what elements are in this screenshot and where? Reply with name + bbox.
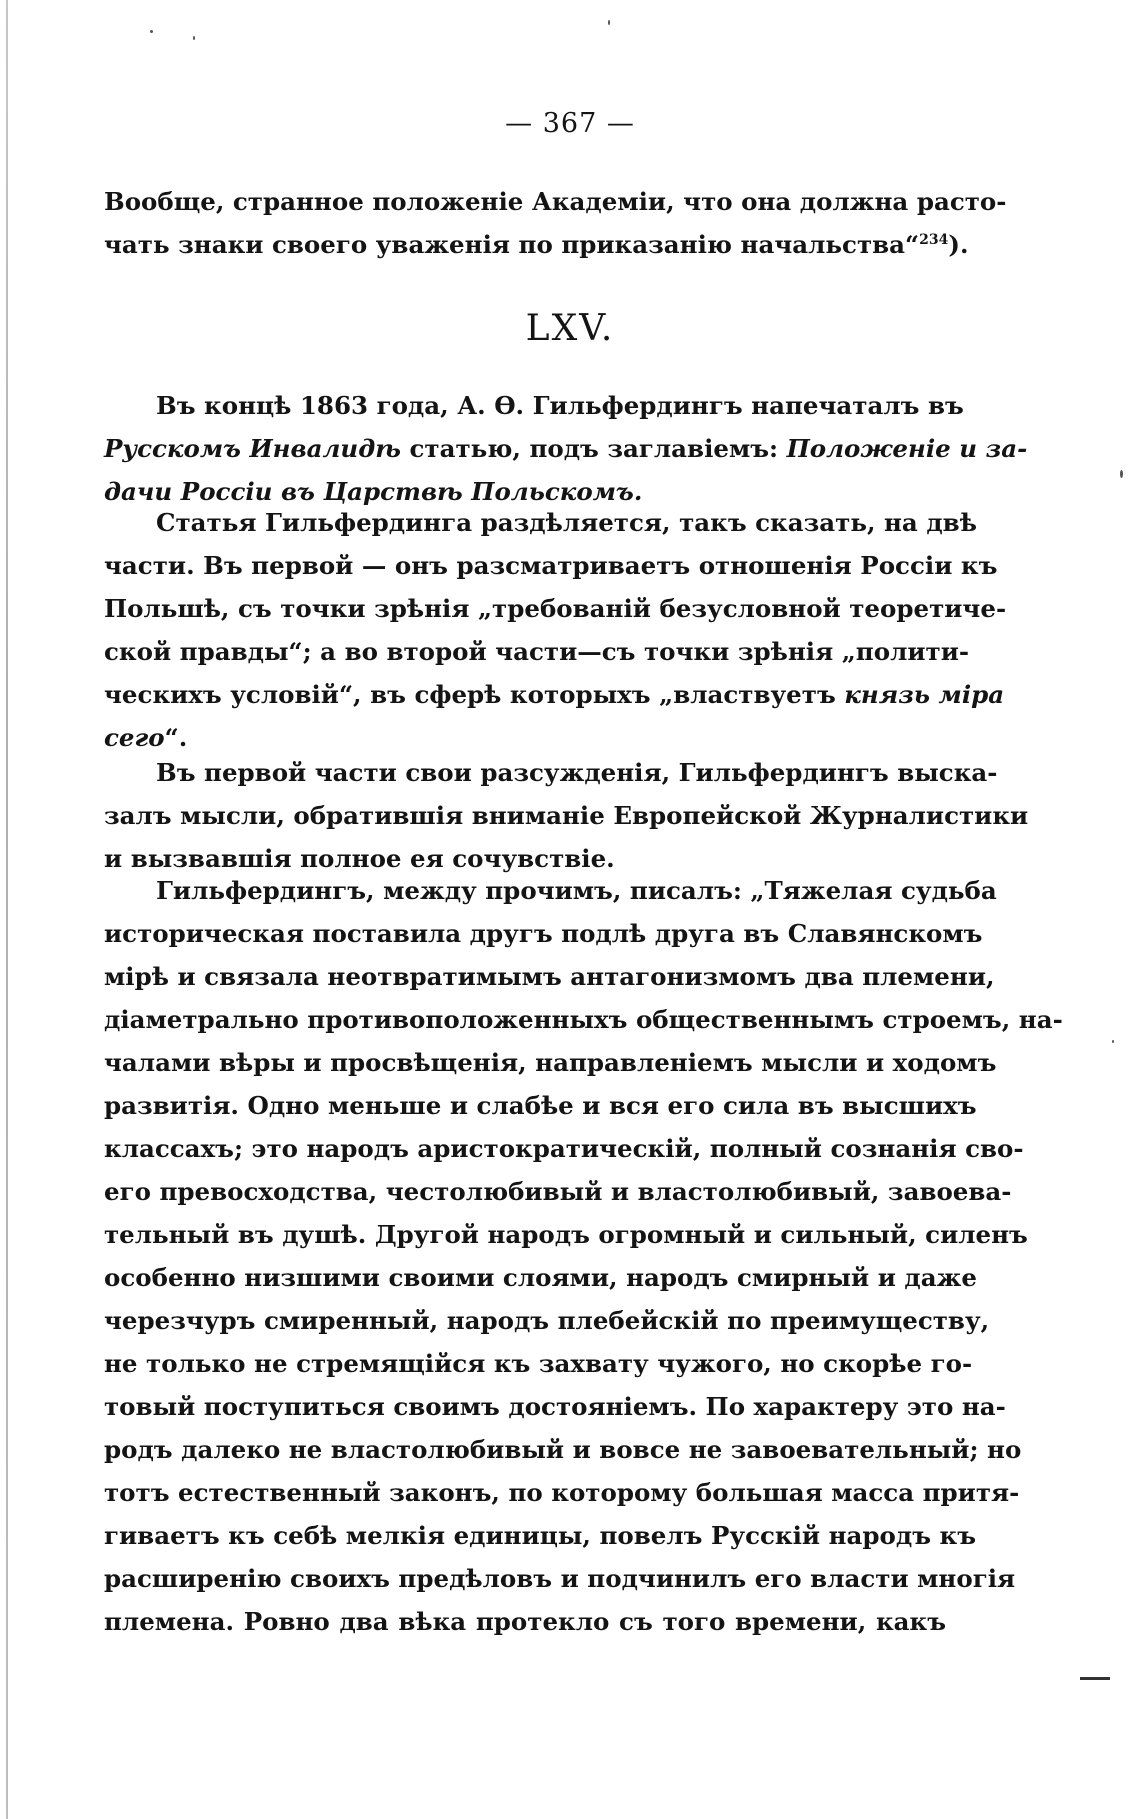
text-line: не только не стремящійся къ захвату чужого, но скорѣе го-: [104, 1349, 973, 1378]
text-line: [104, 673, 1005, 716]
text-line: особенно низшими своими слоями, народъ смирный и даже: [104, 1263, 977, 1292]
text-line: развитія. Одно меньше и слабѣе и вся его сила въ высшихъ: [104, 1091, 977, 1120]
text-line: [104, 427, 1028, 470]
text-line: залъ мысли, обратившія вниманіе Европейской Журналистики: [104, 801, 1029, 830]
scan-speck: [150, 30, 153, 33]
paragraph-2: [104, 501, 1007, 759]
scan-speck: [1112, 1040, 1114, 1043]
text-line: черезчуръ смиренный, народъ плебейскій по преимуществу,: [104, 1306, 990, 1335]
text-line: Въ концѣ 1863 года, А. Ѳ. Гильфердингъ напечаталъ въ: [156, 391, 964, 420]
intro-paragraph: [104, 180, 1007, 266]
italic-phrase: сего: [104, 723, 165, 752]
text-line: мірѣ и связала неотвратимымъ антагонизмомъ два племени,: [104, 962, 995, 991]
paragraph-3: [104, 751, 1029, 880]
text-line: Вообще, странное положеніе Академіи, что она должна расто-: [104, 187, 1007, 216]
text-line: гиваетъ къ себѣ мелкія единицы, повелъ Русскій народъ къ: [104, 1521, 977, 1550]
text-line: Статья Гильфердинга раздѣляется, такъ сказать, на двѣ: [156, 508, 977, 537]
text-line: историческая поставила другъ подлѣ друга въ Славянскомъ: [104, 919, 983, 948]
text-line: Гильфердингъ, между прочимъ, писалъ: „Тяжелая судьба: [156, 876, 997, 905]
italic-title: Положеніе и за-: [786, 434, 1028, 463]
text-line: Въ первой части свои разсужденія, Гильфердингъ выска-: [156, 758, 998, 787]
text-line: и вызвавшія полное ея сочувствіе.: [104, 844, 615, 873]
text-segment: ).: [948, 230, 969, 259]
footnote-marker: 234: [919, 231, 949, 248]
margin-mark: [1080, 1677, 1110, 1680]
text-line: [104, 223, 969, 266]
text-line: классахъ; это народъ аристократическій, полный сознанія сво-: [104, 1134, 1024, 1163]
text-line: родъ далеко не властолюбивый и вовсе не завоевательный; но: [104, 1435, 1022, 1464]
paragraph-1: [104, 384, 1028, 513]
text-line: діаметрально противоположенныхъ общественнымъ строемъ, на-: [104, 1005, 1063, 1034]
text-line: части. Въ первой — онъ разсматриваетъ отношенія Россіи къ: [104, 551, 998, 580]
text-line: Польшѣ, съ точки зрѣнія „требованій безусловной теоретиче-: [104, 594, 1007, 623]
text-line: товый поступиться своимъ достояніемъ. По характеру это на-: [104, 1392, 1006, 1421]
scan-speck: [193, 36, 195, 40]
text-line: ской правды“; а во второй части—съ точки зрѣнія „полити-: [104, 637, 970, 666]
page-number: — 367 —: [505, 108, 635, 139]
chapter-heading: LXV.: [525, 308, 615, 349]
scan-speck: [608, 20, 610, 25]
italic-title: дачи Россіи въ Царствѣ Польскомъ.: [104, 477, 643, 506]
text-line: расширенію своихъ предѣловъ и подчинилъ его власти многія: [104, 1564, 1016, 1593]
scan-edge-shadow: [6, 0, 8, 1819]
text-segment: ческихъ условій“, въ сферѣ которыхъ „властвуетъ: [104, 680, 845, 709]
italic-phrase: князь міра: [844, 680, 1005, 709]
text-line: тотъ естественный законъ, по которому большая масса притя-: [104, 1478, 1020, 1507]
text-segment: чать знаки своего уваженія по приказанію начальства“: [104, 230, 920, 259]
text-segment: статью, подъ заглавіемъ:: [400, 434, 787, 463]
italic-title: Русскомъ Инвалидѣ: [104, 434, 401, 463]
text-line: тельный въ душѣ. Другой народъ огромный и сильный, силенъ: [104, 1220, 1028, 1249]
text-line: его превосходства, честолюбивый и властолюбивый, завоева-: [104, 1177, 1012, 1206]
text-line: племена. Ровно два вѣка протекло съ того времени, какъ: [104, 1607, 946, 1636]
paragraph-4: [104, 869, 1063, 1643]
scan-speck: [1120, 470, 1123, 478]
text-segment: “.: [164, 723, 188, 752]
text-line: чалами вѣры и просвѣщенія, направленіемъ мысли и ходомъ: [104, 1048, 997, 1077]
